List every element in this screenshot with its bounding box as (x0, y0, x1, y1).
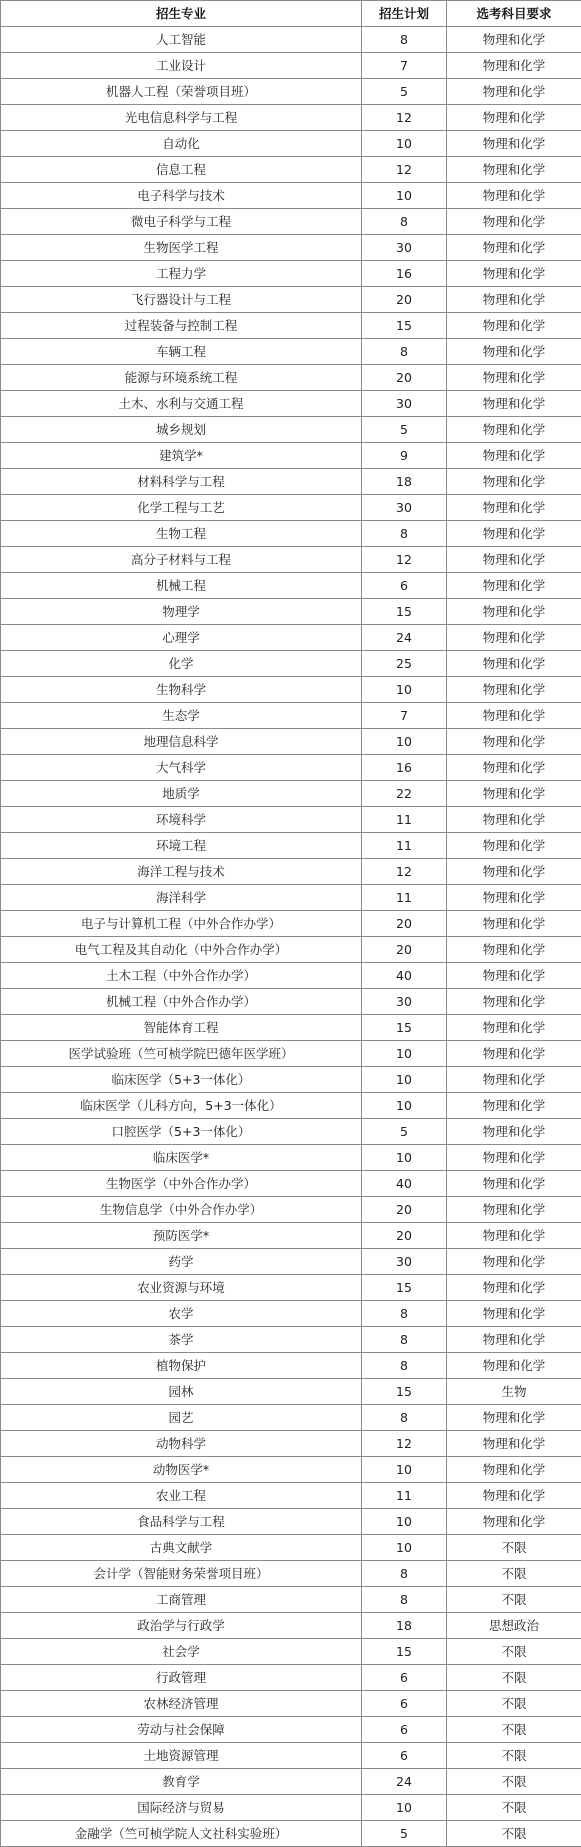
cell-plan: 8 (362, 1327, 447, 1353)
cell-plan: 12 (362, 547, 447, 573)
cell-subjects: 物理和化学 (447, 1327, 581, 1353)
cell-subjects: 物理和化学 (447, 417, 581, 443)
cell-subjects: 物理和化学 (447, 1015, 581, 1041)
table-row (1, 79, 581, 105)
table-row (1, 391, 581, 417)
cell-major: 电子与计算机工程（中外合作办学） (1, 911, 362, 937)
table-row (1, 807, 581, 833)
cell-major: 材料科学与工程 (1, 469, 362, 495)
table-row (1, 651, 581, 677)
cell-plan: 30 (362, 235, 447, 261)
cell-subjects: 物理和化学 (447, 1171, 581, 1197)
cell-plan: 18 (362, 469, 447, 495)
cell-subjects: 物理和化学 (447, 261, 581, 287)
cell-subjects: 物理和化学 (447, 573, 581, 599)
table-row (1, 339, 581, 365)
cell-subjects: 物理和化学 (447, 651, 581, 677)
cell-major: 工业设计 (1, 53, 362, 79)
cell-major: 地质学 (1, 781, 362, 807)
cell-major: 临床医学（儿科方向，5+3一体化） (1, 1093, 362, 1119)
cell-plan: 9 (362, 443, 447, 469)
cell-subjects: 物理和化学 (447, 833, 581, 859)
cell-subjects: 物理和化学 (447, 521, 581, 547)
cell-subjects: 物理和化学 (447, 469, 581, 495)
cell-plan: 10 (362, 1145, 447, 1171)
cell-major: 人工智能 (1, 27, 362, 53)
cell-subjects: 物理和化学 (447, 963, 581, 989)
table-row (1, 1015, 581, 1041)
cell-plan: 5 (362, 417, 447, 443)
cell-major: 社会学 (1, 1639, 362, 1665)
table-row (1, 729, 581, 755)
cell-plan: 15 (362, 599, 447, 625)
cell-plan: 10 (362, 1457, 447, 1483)
cell-major: 口腔医学（5+3一体化） (1, 1119, 362, 1145)
cell-major: 古典文献学 (1, 1535, 362, 1561)
cell-subjects: 物理和化学 (447, 157, 581, 183)
cell-major: 生物科学 (1, 677, 362, 703)
header-plan: 招生计划 (362, 1, 447, 27)
table-row (1, 1353, 581, 1379)
cell-plan: 10 (362, 131, 447, 157)
cell-subjects: 物理和化学 (447, 1301, 581, 1327)
table-row (1, 885, 581, 911)
cell-major: 政治学与行政学 (1, 1613, 362, 1639)
cell-major: 园艺 (1, 1405, 362, 1431)
table-row (1, 1587, 581, 1613)
cell-subjects: 物理和化学 (447, 1041, 581, 1067)
cell-major: 地理信息科学 (1, 729, 362, 755)
cell-major: 电气工程及其自动化（中外合作办学） (1, 937, 362, 963)
cell-plan: 15 (362, 1015, 447, 1041)
cell-subjects: 不限 (447, 1795, 581, 1821)
cell-plan: 8 (362, 1405, 447, 1431)
table-row (1, 677, 581, 703)
table-row (1, 287, 581, 313)
cell-subjects: 物理和化学 (447, 755, 581, 781)
cell-plan: 12 (362, 157, 447, 183)
table-row (1, 573, 581, 599)
table-row (1, 1093, 581, 1119)
table-row (1, 105, 581, 131)
cell-subjects: 物理和化学 (447, 365, 581, 391)
cell-major: 车辆工程 (1, 339, 362, 365)
cell-subjects: 物理和化学 (447, 1119, 581, 1145)
cell-subjects: 物理和化学 (447, 859, 581, 885)
cell-plan: 25 (362, 651, 447, 677)
table-row (1, 209, 581, 235)
table-row (1, 755, 581, 781)
table-row (1, 1431, 581, 1457)
table-row (1, 1275, 581, 1301)
table-row (1, 469, 581, 495)
table-row (1, 1743, 581, 1769)
cell-plan: 24 (362, 1769, 447, 1795)
cell-major: 生态学 (1, 703, 362, 729)
cell-plan: 30 (362, 391, 447, 417)
cell-subjects: 生物 (447, 1379, 581, 1405)
cell-plan: 40 (362, 963, 447, 989)
cell-plan: 7 (362, 53, 447, 79)
cell-plan: 6 (362, 1665, 447, 1691)
cell-subjects: 物理和化学 (447, 1353, 581, 1379)
table-row (1, 183, 581, 209)
cell-major: 临床医学* (1, 1145, 362, 1171)
table-row (1, 521, 581, 547)
cell-major: 行政管理 (1, 1665, 362, 1691)
cell-plan: 6 (362, 1717, 447, 1743)
header-subjects: 选考科目要求 (447, 1, 581, 27)
cell-subjects: 物理和化学 (447, 807, 581, 833)
table-row (1, 1171, 581, 1197)
cell-major: 物理学 (1, 599, 362, 625)
cell-subjects: 物理和化学 (447, 313, 581, 339)
table-row (1, 703, 581, 729)
table-row (1, 1613, 581, 1639)
cell-plan: 6 (362, 1743, 447, 1769)
cell-subjects: 不限 (447, 1535, 581, 1561)
cell-major: 生物医学工程 (1, 235, 362, 261)
table-row (1, 547, 581, 573)
cell-major: 生物信息学（中外合作办学） (1, 1197, 362, 1223)
cell-plan: 18 (362, 1613, 447, 1639)
cell-major: 工商管理 (1, 1587, 362, 1613)
table-row (1, 1509, 581, 1535)
cell-major: 生物工程 (1, 521, 362, 547)
cell-major: 园林 (1, 1379, 362, 1405)
cell-major: 植物保护 (1, 1353, 362, 1379)
cell-plan: 15 (362, 1379, 447, 1405)
cell-subjects: 物理和化学 (447, 53, 581, 79)
cell-subjects: 物理和化学 (447, 911, 581, 937)
table-row (1, 417, 581, 443)
cell-plan: 6 (362, 1691, 447, 1717)
cell-subjects: 物理和化学 (447, 1509, 581, 1535)
cell-subjects: 物理和化学 (447, 625, 581, 651)
table-row (1, 261, 581, 287)
cell-major: 自动化 (1, 131, 362, 157)
cell-major: 国际经济与贸易 (1, 1795, 362, 1821)
header-major: 招生专业 (1, 1, 362, 27)
cell-major: 医学试验班（竺可桢学院巴德年医学班） (1, 1041, 362, 1067)
cell-plan: 20 (362, 911, 447, 937)
cell-plan: 5 (362, 1119, 447, 1145)
table-row (1, 989, 581, 1015)
cell-major: 工程力学 (1, 261, 362, 287)
table-row (1, 1691, 581, 1717)
cell-subjects: 物理和化学 (447, 1067, 581, 1093)
table-row (1, 911, 581, 937)
cell-plan: 15 (362, 1639, 447, 1665)
cell-plan: 16 (362, 261, 447, 287)
cell-subjects: 物理和化学 (447, 1145, 581, 1171)
cell-major: 化学工程与工艺 (1, 495, 362, 521)
cell-major: 劳动与社会保障 (1, 1717, 362, 1743)
cell-subjects: 不限 (447, 1743, 581, 1769)
table-row (1, 1535, 581, 1561)
cell-major: 高分子材料与工程 (1, 547, 362, 573)
cell-plan: 7 (362, 703, 447, 729)
table-row (1, 1145, 581, 1171)
cell-plan: 10 (362, 183, 447, 209)
cell-plan: 12 (362, 859, 447, 885)
cell-subjects: 物理和化学 (447, 1431, 581, 1457)
cell-plan: 10 (362, 1535, 447, 1561)
cell-plan: 24 (362, 625, 447, 651)
cell-subjects: 物理和化学 (447, 989, 581, 1015)
cell-major: 土木、水利与交通工程 (1, 391, 362, 417)
header-row (1, 1, 581, 27)
cell-plan: 5 (362, 79, 447, 105)
cell-plan: 10 (362, 1041, 447, 1067)
cell-subjects: 不限 (447, 1691, 581, 1717)
cell-major: 教育学 (1, 1769, 362, 1795)
table-row (1, 313, 581, 339)
cell-subjects: 物理和化学 (447, 1405, 581, 1431)
cell-major: 心理学 (1, 625, 362, 651)
cell-subjects: 物理和化学 (447, 1223, 581, 1249)
cell-subjects: 物理和化学 (447, 677, 581, 703)
cell-major: 临床医学（5+3一体化） (1, 1067, 362, 1093)
cell-subjects: 物理和化学 (447, 1457, 581, 1483)
table-body (1, 27, 581, 1847)
cell-major: 茶学 (1, 1327, 362, 1353)
cell-plan: 40 (362, 1171, 447, 1197)
cell-subjects: 不限 (447, 1665, 581, 1691)
table-row (1, 1405, 581, 1431)
cell-plan: 8 (362, 209, 447, 235)
cell-major: 环境科学 (1, 807, 362, 833)
table-row (1, 1483, 581, 1509)
table-row (1, 157, 581, 183)
cell-subjects: 物理和化学 (447, 937, 581, 963)
cell-subjects: 不限 (447, 1561, 581, 1587)
cell-subjects: 不限 (447, 1717, 581, 1743)
cell-plan: 8 (362, 1301, 447, 1327)
cell-major: 建筑学* (1, 443, 362, 469)
cell-plan: 20 (362, 937, 447, 963)
cell-subjects: 物理和化学 (447, 443, 581, 469)
table-row (1, 937, 581, 963)
cell-major: 城乡规划 (1, 417, 362, 443)
table-row (1, 1639, 581, 1665)
cell-plan: 20 (362, 1197, 447, 1223)
cell-subjects: 不限 (447, 1769, 581, 1795)
cell-subjects: 物理和化学 (447, 1093, 581, 1119)
table-row (1, 1197, 581, 1223)
cell-subjects: 物理和化学 (447, 495, 581, 521)
cell-major: 化学 (1, 651, 362, 677)
cell-subjects: 物理和化学 (447, 131, 581, 157)
cell-major: 大气科学 (1, 755, 362, 781)
table-row (1, 443, 581, 469)
table-row (1, 1795, 581, 1821)
cell-plan: 11 (362, 807, 447, 833)
table-row (1, 1379, 581, 1405)
cell-major: 农学 (1, 1301, 362, 1327)
cell-subjects: 物理和化学 (447, 339, 581, 365)
cell-major: 会计学（智能财务荣誉项目班） (1, 1561, 362, 1587)
cell-plan: 30 (362, 989, 447, 1015)
cell-major: 土木工程（中外合作办学） (1, 963, 362, 989)
table-row (1, 27, 581, 53)
cell-major: 农业资源与环境 (1, 1275, 362, 1301)
cell-subjects: 物理和化学 (447, 1197, 581, 1223)
table-row (1, 495, 581, 521)
cell-plan: 15 (362, 313, 447, 339)
cell-plan: 11 (362, 1483, 447, 1509)
cell-plan: 22 (362, 781, 447, 807)
table-row (1, 833, 581, 859)
cell-subjects: 物理和化学 (447, 209, 581, 235)
cell-subjects: 物理和化学 (447, 287, 581, 313)
cell-subjects: 物理和化学 (447, 885, 581, 911)
table-row (1, 625, 581, 651)
cell-subjects: 物理和化学 (447, 235, 581, 261)
cell-subjects: 物理和化学 (447, 781, 581, 807)
table-row (1, 1041, 581, 1067)
table-row (1, 1769, 581, 1795)
cell-major: 土地资源管理 (1, 1743, 362, 1769)
table-row (1, 1067, 581, 1093)
cell-plan: 8 (362, 1587, 447, 1613)
cell-subjects: 不限 (447, 1587, 581, 1613)
table-row (1, 1119, 581, 1145)
cell-plan: 10 (362, 1093, 447, 1119)
cell-major: 药学 (1, 1249, 362, 1275)
cell-subjects: 物理和化学 (447, 1483, 581, 1509)
cell-major: 金融学（竺可桢学院人文社科实验班） (1, 1821, 362, 1847)
cell-major: 生物医学（中外合作办学） (1, 1171, 362, 1197)
cell-subjects: 物理和化学 (447, 703, 581, 729)
cell-major: 农业工程 (1, 1483, 362, 1509)
cell-subjects: 物理和化学 (447, 547, 581, 573)
cell-plan: 8 (362, 1353, 447, 1379)
cell-major: 食品科学与工程 (1, 1509, 362, 1535)
cell-plan: 15 (362, 1275, 447, 1301)
cell-plan: 16 (362, 755, 447, 781)
cell-major: 光电信息科学与工程 (1, 105, 362, 131)
table-row (1, 53, 581, 79)
cell-subjects: 思想政治 (447, 1613, 581, 1639)
cell-major: 海洋工程与技术 (1, 859, 362, 885)
cell-plan: 10 (362, 677, 447, 703)
cell-major: 动物医学* (1, 1457, 362, 1483)
table-row (1, 235, 581, 261)
cell-subjects: 物理和化学 (447, 79, 581, 105)
cell-plan: 8 (362, 27, 447, 53)
cell-major: 智能体育工程 (1, 1015, 362, 1041)
table-row (1, 1223, 581, 1249)
cell-major: 农林经济管理 (1, 1691, 362, 1717)
cell-subjects: 物理和化学 (447, 183, 581, 209)
cell-plan: 11 (362, 885, 447, 911)
table-row (1, 1561, 581, 1587)
cell-major: 机器人工程（荣誉项目班） (1, 79, 362, 105)
cell-major: 微电子科学与工程 (1, 209, 362, 235)
table-row (1, 1717, 581, 1743)
table-row (1, 1301, 581, 1327)
cell-plan: 20 (362, 287, 447, 313)
cell-plan: 8 (362, 1561, 447, 1587)
cell-major: 飞行器设计与工程 (1, 287, 362, 313)
cell-plan: 11 (362, 833, 447, 859)
cell-subjects: 物理和化学 (447, 1249, 581, 1275)
cell-subjects: 物理和化学 (447, 729, 581, 755)
cell-major: 环境工程 (1, 833, 362, 859)
cell-plan: 6 (362, 573, 447, 599)
cell-plan: 10 (362, 1795, 447, 1821)
cell-subjects: 物理和化学 (447, 105, 581, 131)
cell-major: 机械工程（中外合作办学） (1, 989, 362, 1015)
cell-subjects: 物理和化学 (447, 1275, 581, 1301)
cell-plan: 12 (362, 105, 447, 131)
cell-plan: 30 (362, 495, 447, 521)
table-row (1, 781, 581, 807)
table-row (1, 599, 581, 625)
table-row (1, 1821, 581, 1847)
cell-plan: 5 (362, 1821, 447, 1847)
cell-plan: 30 (362, 1249, 447, 1275)
cell-major: 预防医学* (1, 1223, 362, 1249)
cell-major: 电子科学与技术 (1, 183, 362, 209)
table-row (1, 963, 581, 989)
table-row (1, 859, 581, 885)
cell-major: 机械工程 (1, 573, 362, 599)
table-row (1, 1249, 581, 1275)
cell-plan: 8 (362, 339, 447, 365)
table-row (1, 1665, 581, 1691)
cell-major: 动物科学 (1, 1431, 362, 1457)
cell-major: 信息工程 (1, 157, 362, 183)
cell-major: 海洋科学 (1, 885, 362, 911)
cell-plan: 20 (362, 365, 447, 391)
cell-subjects: 物理和化学 (447, 391, 581, 417)
cell-subjects: 不限 (447, 1639, 581, 1665)
table-row (1, 365, 581, 391)
cell-plan: 12 (362, 1431, 447, 1457)
cell-subjects: 物理和化学 (447, 599, 581, 625)
cell-major: 能源与环境系统工程 (1, 365, 362, 391)
cell-plan: 10 (362, 729, 447, 755)
cell-subjects: 不限 (447, 1821, 581, 1847)
table-row (1, 1327, 581, 1353)
cell-major: 过程装备与控制工程 (1, 313, 362, 339)
table-row (1, 1457, 581, 1483)
cell-subjects: 物理和化学 (447, 27, 581, 53)
cell-plan: 8 (362, 521, 447, 547)
cell-plan: 10 (362, 1509, 447, 1535)
cell-plan: 10 (362, 1067, 447, 1093)
table-row (1, 131, 581, 157)
cell-plan: 20 (362, 1223, 447, 1249)
